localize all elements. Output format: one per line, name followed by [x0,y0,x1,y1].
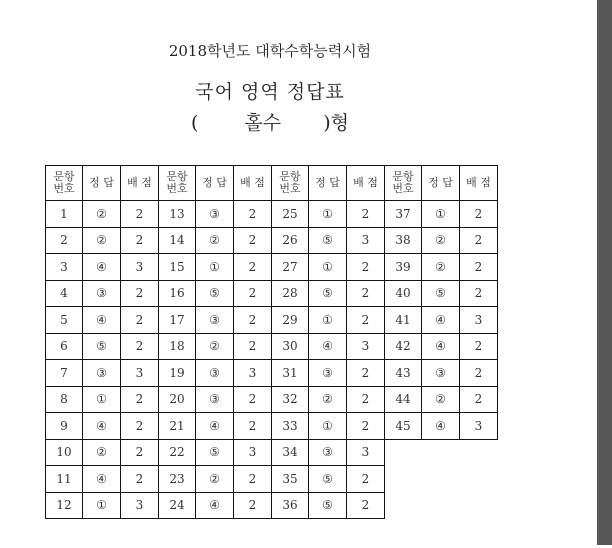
correct-answer: ⑤ [309,227,347,254]
table-row [46,360,498,387]
question-number: 45 [385,413,422,440]
correct-answer: ① [83,386,121,413]
header-answer: 정 답 [196,166,234,201]
header-points: 배 점 [234,166,272,201]
question-number: 23 [159,466,196,493]
answer-key-title: 국어 영역 정답표 [195,81,345,103]
question-number: 17 [159,307,196,334]
points-value: 3 [121,254,159,281]
correct-answer: ④ [196,492,234,519]
question-number: 43 [385,360,422,387]
points-value: 2 [234,254,272,281]
table-row [46,201,498,228]
question-number: 26 [272,227,309,254]
points-value: 2 [460,280,498,307]
table-row [46,227,498,254]
points-value: 3 [347,439,385,466]
points-value: 2 [234,492,272,519]
points-value: 2 [121,201,159,228]
header-number [46,166,83,201]
points-value: 2 [347,413,385,440]
question-number: 37 [385,201,422,228]
correct-answer: ③ [83,280,121,307]
correct-answer: ④ [422,333,460,360]
correct-answer: ① [309,201,347,228]
correct-answer: ② [83,201,121,228]
correct-answer: ② [422,227,460,254]
question-number: 13 [159,201,196,228]
question-number: 36 [272,492,309,519]
header-answer: 정 답 [309,166,347,201]
points-value: 2 [234,280,272,307]
question-number: 1 [46,201,83,228]
question-number: 11 [46,466,83,493]
header-number-line1: 문항 [279,170,301,183]
points-value: 2 [347,360,385,387]
table-row [46,439,498,466]
correct-answer: ② [309,386,347,413]
question-number: 15 [159,254,196,281]
header-row [46,166,498,201]
correct-answer: ④ [422,413,460,440]
header-number [385,166,422,201]
question-number: 30 [272,333,309,360]
points-value: 2 [347,466,385,493]
header-points: 배 점 [347,166,385,201]
empty-cell [385,466,422,493]
header-points: 배 점 [460,166,498,201]
points-value: 2 [347,386,385,413]
points-value: 2 [121,386,159,413]
header-number-line1: 문항 [392,170,414,183]
question-number: 33 [272,413,309,440]
table-row [46,492,498,519]
points-value: 2 [460,386,498,413]
correct-answer: ④ [196,413,234,440]
question-number: 8 [46,386,83,413]
points-value: 2 [460,254,498,281]
header-answer: 정 답 [83,166,121,201]
points-value: 2 [347,254,385,281]
points-value: 2 [347,492,385,519]
question-number: 27 [272,254,309,281]
correct-answer: ⑤ [196,280,234,307]
correct-answer: ② [196,466,234,493]
points-value: 3 [460,413,498,440]
table-row [46,413,498,440]
question-number: 16 [159,280,196,307]
points-value: 2 [234,307,272,334]
points-value: 3 [347,227,385,254]
header-number-line1: 문항 [53,170,75,183]
exam-title: 2018학년도 대학수학능력시험 [168,42,372,60]
correct-answer: ① [309,413,347,440]
answer-table [45,165,498,519]
table-row [46,333,498,360]
table-row [46,280,498,307]
question-number: 9 [46,413,83,440]
question-number: 40 [385,280,422,307]
form-type-line [0,108,540,135]
points-value: 2 [121,307,159,334]
correct-answer: ③ [196,307,234,334]
correct-answer: ⑤ [83,333,121,360]
points-value: 3 [234,439,272,466]
header-number-line2: 번호 [53,182,75,195]
question-number: 41 [385,307,422,334]
correct-answer: ② [83,439,121,466]
points-value: 2 [121,227,159,254]
correct-answer: ① [422,201,460,228]
correct-answer: ② [422,386,460,413]
points-value: 3 [234,360,272,387]
points-value: 2 [460,333,498,360]
correct-answer: ⑤ [196,439,234,466]
correct-answer: ① [196,254,234,281]
question-number: 21 [159,413,196,440]
header-answer: 정 답 [422,166,460,201]
question-number: 44 [385,386,422,413]
question-number: 35 [272,466,309,493]
points-value: 3 [347,333,385,360]
points-value: 3 [121,492,159,519]
question-number: 10 [46,439,83,466]
table-row [46,466,498,493]
points-value: 2 [460,227,498,254]
points-value: 2 [234,227,272,254]
empty-cell [422,439,460,466]
header-number-line2: 번호 [166,182,188,195]
correct-answer: ② [422,254,460,281]
header-number [272,166,309,201]
form-close: )형 [323,112,350,134]
question-number: 7 [46,360,83,387]
empty-cell [422,492,460,519]
correct-answer: ③ [196,360,234,387]
points-value: 2 [121,413,159,440]
question-number: 32 [272,386,309,413]
correct-answer: ④ [83,413,121,440]
correct-answer: ④ [83,466,121,493]
correct-answer: ③ [196,386,234,413]
points-value: 2 [347,201,385,228]
question-number: 3 [46,254,83,281]
question-number: 20 [159,386,196,413]
correct-answer: ③ [83,360,121,387]
points-value: 2 [234,333,272,360]
question-number: 22 [159,439,196,466]
header-number-line2: 번호 [279,182,301,195]
header-number-line1: 문항 [166,170,188,183]
correct-answer: ④ [83,307,121,334]
correct-answer: ④ [422,307,460,334]
correct-answer: ④ [309,333,347,360]
correct-answer: ⑤ [309,280,347,307]
scrollbar[interactable] [597,0,612,545]
question-number: 29 [272,307,309,334]
points-value: 2 [460,201,498,228]
question-number: 2 [46,227,83,254]
points-value: 2 [121,333,159,360]
correct-answer: ② [196,227,234,254]
question-number: 34 [272,439,309,466]
correct-answer: ⑤ [309,466,347,493]
correct-answer: ① [309,307,347,334]
header-number-line2: 번호 [392,182,414,195]
points-value: 2 [121,280,159,307]
question-number: 39 [385,254,422,281]
question-number: 14 [159,227,196,254]
question-number: 19 [159,360,196,387]
table-row [46,254,498,281]
correct-answer: ① [83,492,121,519]
points-value: 2 [347,280,385,307]
empty-cell [460,439,498,466]
question-number: 4 [46,280,83,307]
points-value: 2 [234,466,272,493]
points-value: 2 [121,439,159,466]
question-number: 5 [46,307,83,334]
correct-answer: ③ [309,439,347,466]
points-value: 2 [234,413,272,440]
question-number: 12 [46,492,83,519]
points-value: 2 [460,360,498,387]
question-number: 31 [272,360,309,387]
correct-answer: ④ [83,254,121,281]
points-value: 3 [460,307,498,334]
correct-answer: ② [196,333,234,360]
correct-answer: ⑤ [422,280,460,307]
empty-cell [385,439,422,466]
correct-answer: ① [309,254,347,281]
points-value: 2 [234,201,272,228]
question-number: 25 [272,201,309,228]
correct-answer: ③ [309,360,347,387]
question-number: 42 [385,333,422,360]
empty-cell [460,466,498,493]
question-number: 24 [159,492,196,519]
correct-answer: ② [83,227,121,254]
empty-cell [385,492,422,519]
correct-answer: ③ [196,201,234,228]
empty-cell [422,466,460,493]
points-value: 2 [121,466,159,493]
correct-answer: ③ [422,360,460,387]
points-value: 2 [234,386,272,413]
question-number: 38 [385,227,422,254]
form-open-paren: ( [190,112,199,134]
header-points: 배 점 [121,166,159,201]
question-number: 18 [159,333,196,360]
table-row [46,386,498,413]
points-value: 2 [347,307,385,334]
correct-answer: ⑤ [309,492,347,519]
question-number: 6 [46,333,83,360]
question-number: 28 [272,280,309,307]
empty-cell [460,492,498,519]
form-type: 홀수 [244,112,282,134]
header-number [159,166,196,201]
table-row [46,307,498,334]
points-value: 3 [121,360,159,387]
